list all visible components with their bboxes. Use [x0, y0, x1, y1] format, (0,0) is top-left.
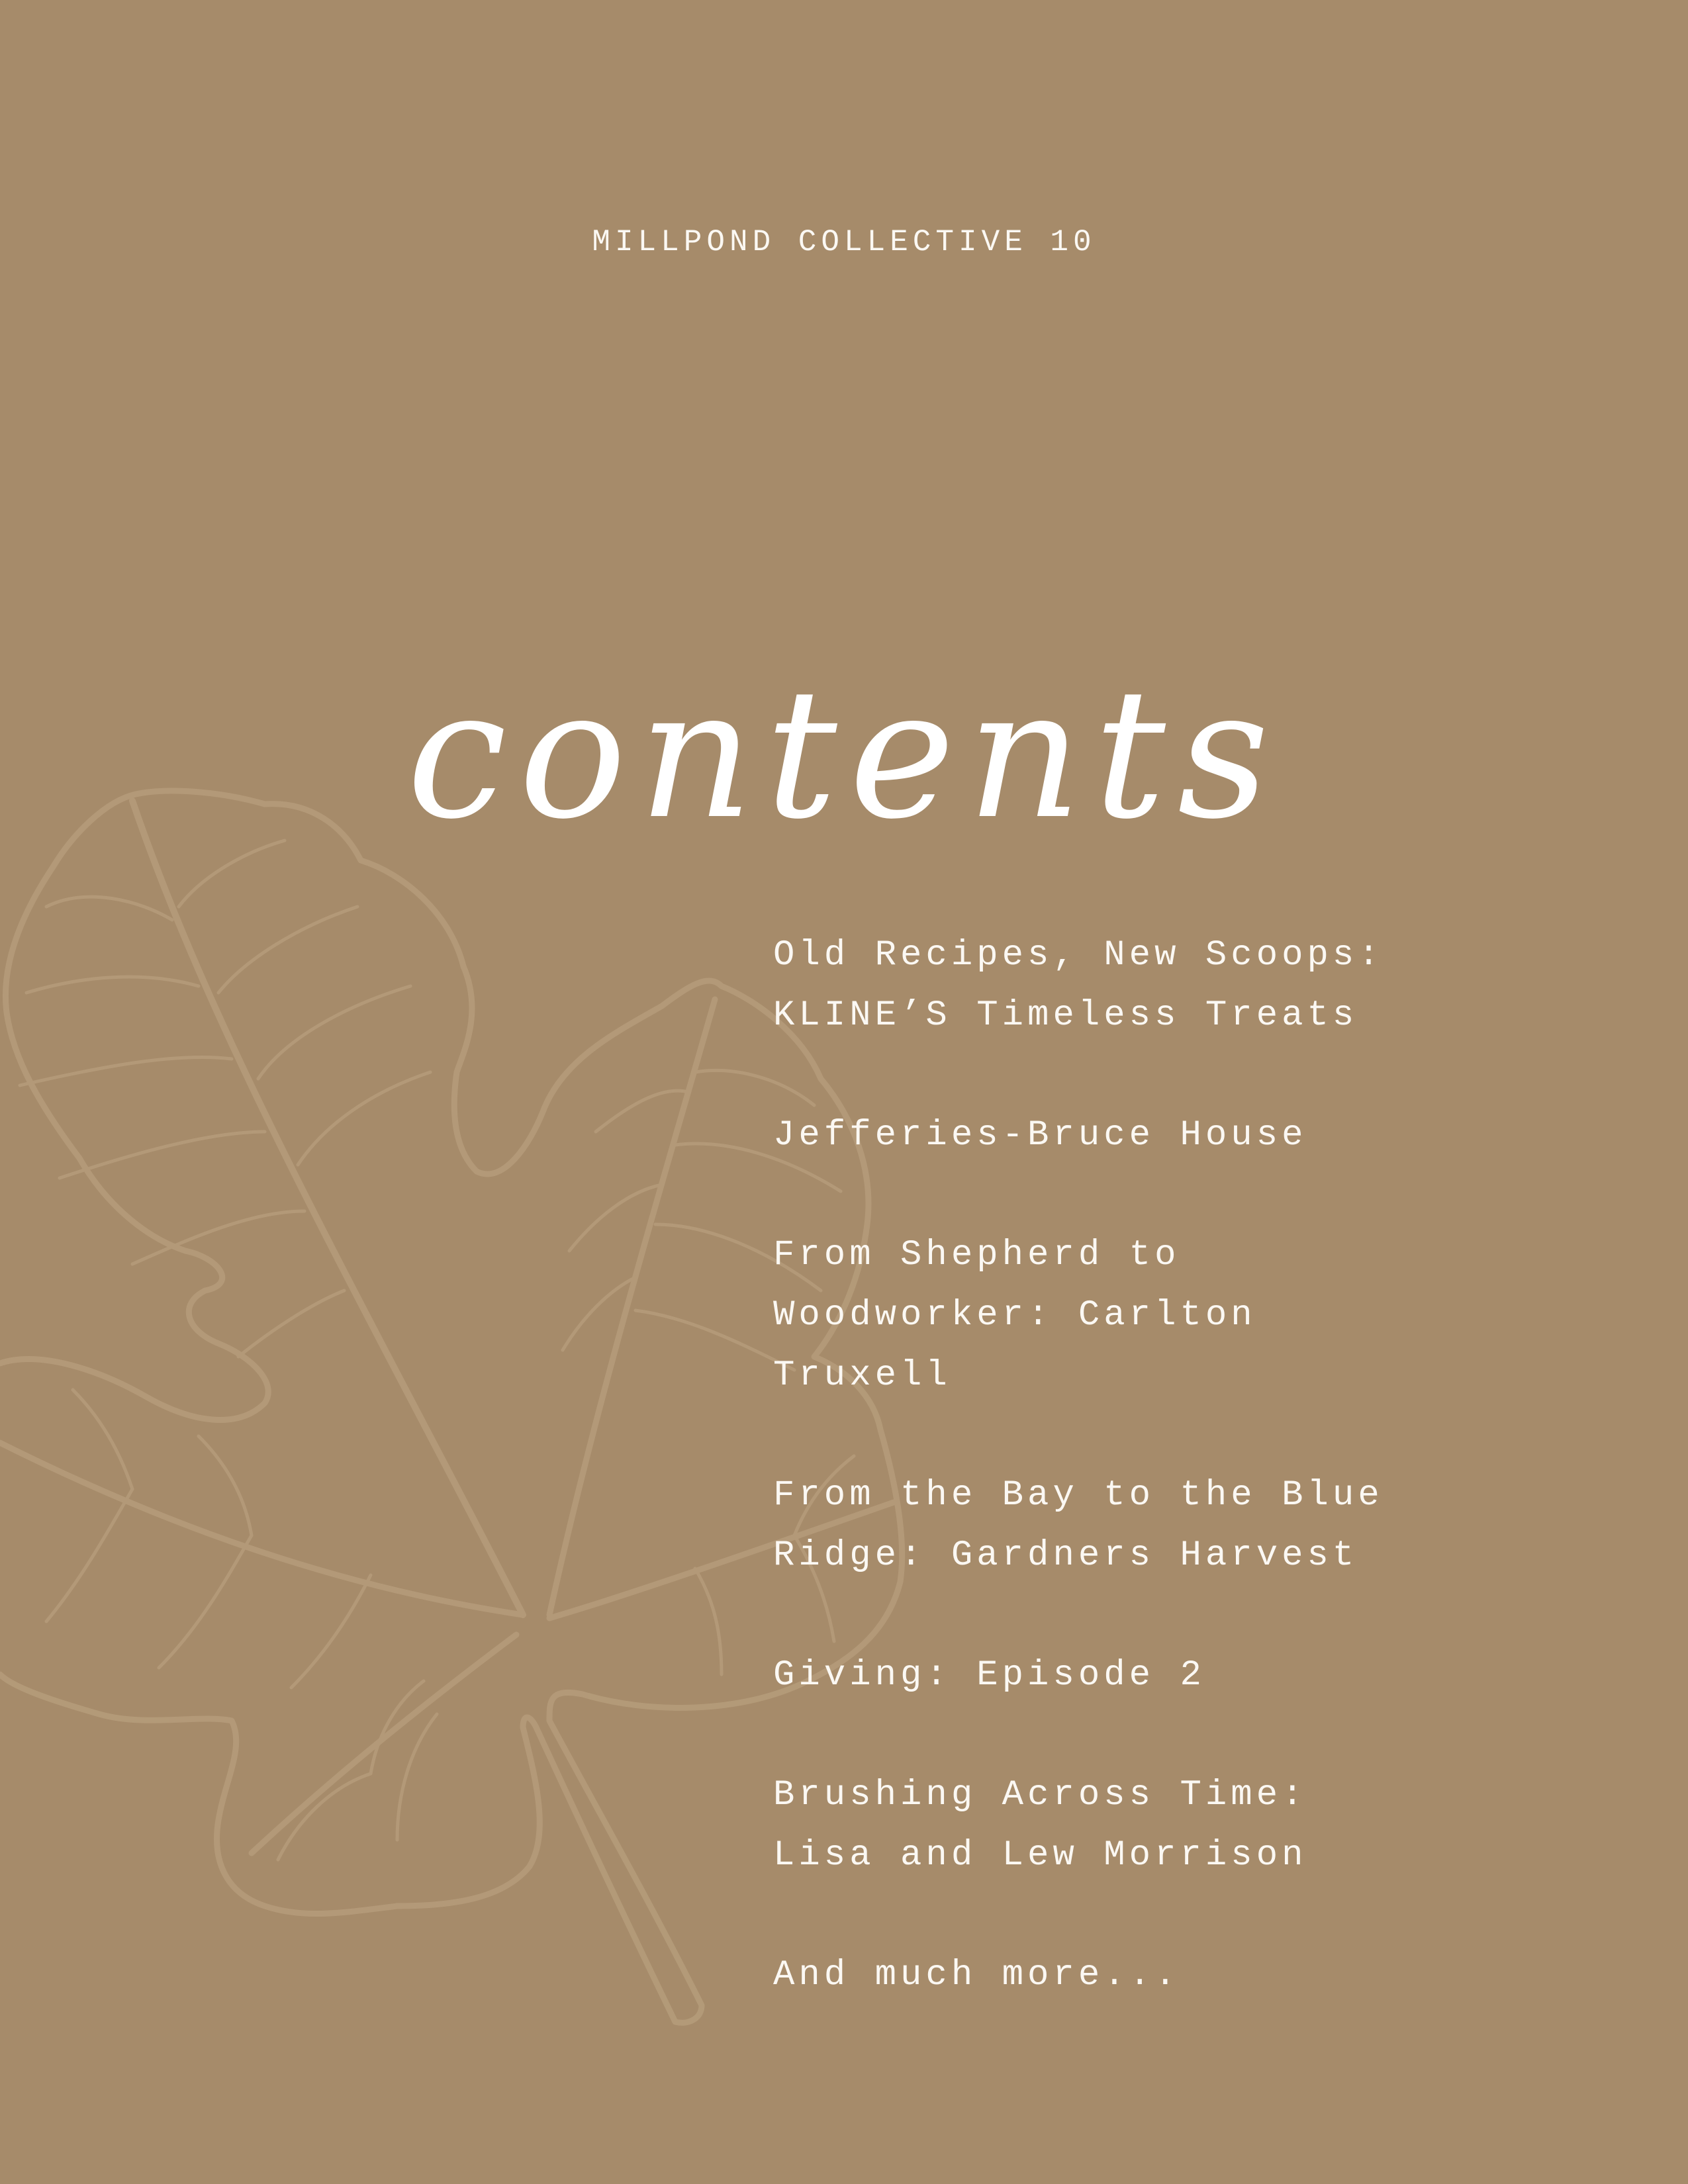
toc-line: Giving: Episode 2: [773, 1655, 1205, 1696]
toc-item[interactable]: [773, 1105, 1634, 1165]
toc-line: Brushing Across Time:: [773, 1775, 1307, 1815]
toc-line: From the Bay to the Blue: [773, 1475, 1383, 1516]
toc-line: KLINE’S Timeless Treats: [773, 995, 1358, 1036]
toc-line: Lisa and Lew Morrison: [773, 1835, 1307, 1876]
toc-item[interactable]: [773, 1225, 1634, 1406]
toc-line: And much more...: [773, 1955, 1180, 1995]
toc-line: Woodworker: Carlton: [773, 1295, 1256, 1336]
table-of-contents: [773, 925, 1634, 2065]
toc-item[interactable]: [773, 1765, 1634, 1886]
toc-line: Jefferies-Bruce House: [773, 1115, 1307, 1156]
toc-line: Truxell: [773, 1355, 951, 1396]
masthead: MILLPOND COLLECTIVE 10: [592, 225, 1096, 259]
toc-item[interactable]: [773, 1945, 1634, 2005]
toc-line: Old Recipes, New Scoops:: [773, 935, 1383, 976]
toc-line: From Shepherd to: [773, 1235, 1180, 1275]
page-title: contents: [406, 650, 1282, 858]
toc-line: Ridge: Gardners Harvest: [773, 1535, 1358, 1576]
toc-item[interactable]: [773, 925, 1634, 1046]
toc-item[interactable]: [773, 1645, 1634, 1706]
toc-item[interactable]: [773, 1465, 1634, 1586]
